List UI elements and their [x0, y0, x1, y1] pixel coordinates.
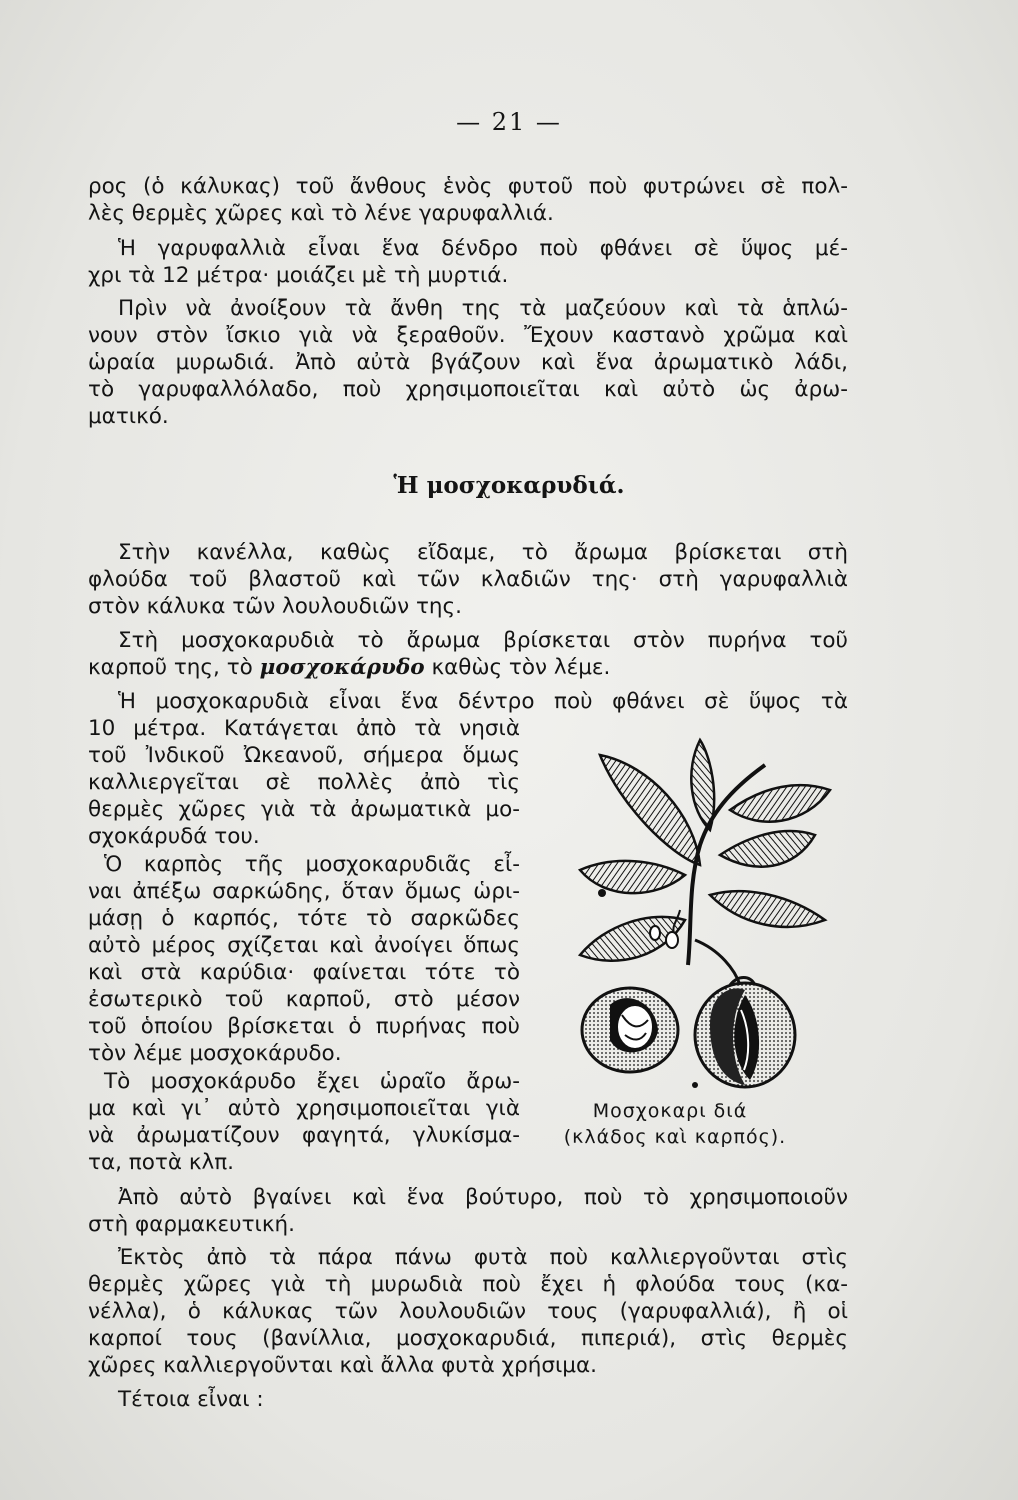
page-number: — 21 —: [456, 108, 562, 136]
text-line: Τέτοια εἶναι :: [118, 1387, 264, 1412]
text-line: Τὸ μοσχοκάρυδο ἔχει ὡραῖο ἄρω-: [104, 1069, 520, 1094]
nutmeg-illustration: [560, 735, 835, 1100]
text-line: θερμὲς χῶρες γιὰ τὴ μυρωδιὰ ποὺ ἔχει ἡ φλούδα τους (κα-: [88, 1272, 848, 1297]
text-span: καρποῦ της, τὸ: [88, 655, 260, 680]
text-line: τα, ποτὰ κλπ.: [88, 1150, 235, 1175]
text-line: χῶρες καλλιεργοῦνται καὶ ἄλλα φυτὰ χρήσιμα.: [88, 1353, 597, 1378]
text-line: [88, 655, 610, 681]
emphasized-term: μοσχοκάρυδο: [259, 655, 425, 680]
text-line: Στὴν κανέλλα, καθὼς εἴδαμε, τὸ ἄρωμα βρίσκεται στὴ: [118, 540, 848, 565]
text-line: αὐτὸ μέρος σχίζεται καὶ ἀνοίγει ὅπως: [88, 933, 520, 958]
figure-caption-subtitle: (κλάδος καὶ καρπός).: [563, 1126, 787, 1148]
text-line: θερμὲς χῶρες γιὰ τὰ ἀρωματικὰ μο-: [88, 797, 520, 822]
text-line: καὶ στὰ καρύδια· φαίνεται τότε τὸ: [88, 960, 520, 985]
text-line: ὡραία μυρωδιά. Ἀπὸ αὐτὰ βγάζουν καὶ ἕνα ἀρωματικὸ λάδι,: [88, 350, 848, 375]
text-line: νέλλα), ὁ κάλυκας τῶν λουλουδιῶν τους (γαρυφαλλιά), ἢ οἱ: [88, 1299, 848, 1324]
text-line: Στὴ μοσχοκαρυδιὰ τὸ ἄρωμα βρίσκεται στὸν πυρήνα τοῦ: [118, 628, 848, 653]
text-line: Ὁ καρπὸς τῆς μοσχοκαρυδιᾶς εἶ-: [104, 852, 520, 877]
text-line: 10 μέτρα. Κατάγεται ἀπὸ τὰ νησιὰ: [88, 716, 520, 741]
text-line: Ἡ μοσχοκαρυδιὰ εἶναι ἕνα δέντρο ποὺ φθάνει σὲ ὕψος τὰ: [118, 689, 848, 714]
text-line: σχοκάρυδά του.: [88, 824, 260, 849]
section-heading: Ἡ μοσχοκαρυδιά.: [393, 472, 625, 499]
figure-caption-title: Μοσχοκαρι διά: [592, 1100, 748, 1122]
text-line: Ἀπὸ αὐτὸ βγαίνει καὶ ἕνα βούτυρο, ποὺ τὸ χρησιμοποιοῦν: [118, 1185, 848, 1210]
text-line: χρι τὰ 12 μέτρα· μοιάζει μὲ τὴ μυρτιά.: [88, 263, 509, 288]
text-line: στὸν κάλυκα τῶν λουλουδιῶν της.: [88, 594, 462, 619]
text-line: ἐσωτερικὸ τοῦ καρποῦ, στὸ μέσον: [88, 987, 520, 1012]
text-line: φλούδα τοῦ βλαστοῦ καὶ τῶν κλαδιῶν της· στὴ γαρυφαλλιὰ: [88, 567, 848, 592]
text-line: τὸ γαρυφαλλόλαδο, ποὺ χρησιμοποιεῖται καὶ αὐτὸ ὡς ἀρω-: [88, 377, 848, 402]
text-line: τοῦ ὁποίου βρίσκεται ὁ πυρήνας ποὺ: [88, 1014, 520, 1039]
text-line: λὲς θερμὲς χῶρες καὶ τὸ λένε γαρυφαλλιά.: [88, 201, 554, 226]
text-line: νουν στὸν ἴσκιο γιὰ νὰ ξεραθοῦν. Ἔχουν καστανὸ χρῶμα καὶ: [88, 323, 848, 348]
text-line: καλλιεργεῖται σὲ πολλὲς ἀπὸ τὶς: [88, 770, 520, 795]
text-line: στὴ φαρμακευτική.: [88, 1212, 295, 1237]
text-line: Ἐκτὸς ἀπὸ τὰ πάρα πάνω φυτὰ ποὺ καλλιεργοῦνται στὶς: [118, 1245, 848, 1270]
text-line: καρποί τους (βανίλλια, μοσχοκαρυδιά, πιπεριά), στὶς θερμὲς: [88, 1326, 848, 1351]
text-line: Ἡ γαρυφαλλιὰ εἶναι ἕνα δένδρο ποὺ φθάνει σὲ ὕψος μέ-: [118, 236, 848, 261]
text-line: ρος (ὁ κάλυκας) τοῦ ἄνθους ἑνὸς φυτοῦ ποὺ φυτρώνει σὲ πολ-: [88, 174, 848, 199]
text-line: μάσῃ ὁ καρπός, τότε τὸ σαρκῶδες: [88, 906, 520, 931]
text-line: μα καὶ γι᾽ αὐτὸ χρησιμοποιεῖται γιὰ: [88, 1096, 520, 1121]
text-line: τὸν λέμε μοσχοκάρυδο.: [88, 1041, 342, 1066]
text-line: ματικό.: [88, 404, 169, 429]
text-span: καθὼς τὸν λέμε.: [424, 655, 611, 680]
text-line: νὰ ἀρωματίζουν φαγητά, γλυκίσμα-: [88, 1123, 520, 1148]
text-line: Πρὶν νὰ ἀνοίξουν τὰ ἄνθη της τὰ μαζεύουν καὶ τὰ ἁπλώ-: [118, 296, 848, 321]
text-line: ναι ἀπέξω σαρκώδης, ὅταν ὅμως ὡρι-: [88, 879, 520, 904]
text-line: τοῦ Ἰνδικοῦ Ὠκεανοῦ, σήμερα ὅμως: [88, 743, 520, 768]
